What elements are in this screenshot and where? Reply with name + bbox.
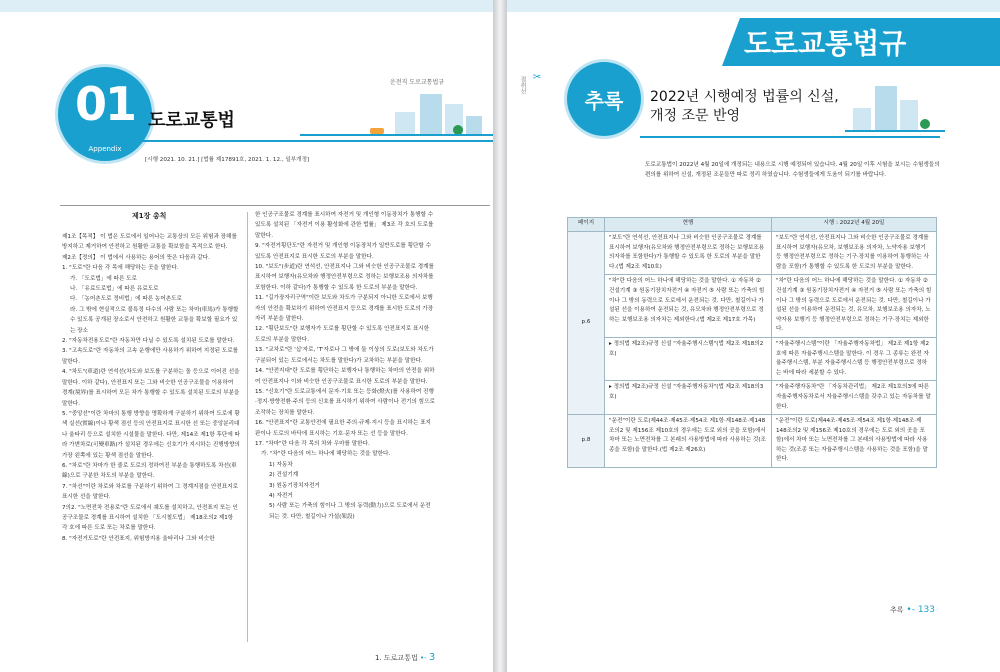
article: 10. "보도"(步道)란 연석선, 안전표지나 그와 비슷한 인공구조물로 경계를 표시하여 보행자(유모차와 행정안전부령으로 정하는 보행보조용 의자차를 포함한다. 이하 같다)가 통행할 수 있도록 한 도로의 부분을 말한다. <box>255 264 434 291</box>
article: 5) 사람 또는 가축의 힘이나 그 밖의 동력(動力)으로 도로에서 운전되는 것. 다만, 철길이나 가설(架設) <box>269 503 431 520</box>
page-cell: p.8 <box>568 415 605 468</box>
new-cell: "운전"이란 도로(제44조·제45조·제54조 제1항·제148조·제148조의2 및 제156조 제10호의 경우에는 도로 외의 곳을 포함)에서 차마 또는 노면전차를 그 본래의 사용방법에 따라 사용하는 것(조종 또는 자율주행시스템을 사용하는 것을 포함)을 말한다. <box>772 415 937 468</box>
article: 7. "차선"이란 차로와 차로를 구분하기 위하여 그 경계지점을 안전표지로 표시한 선을 말한다. <box>62 483 239 501</box>
column-divider <box>247 212 248 642</box>
new-cell: "자율주행자동차"란 「자동차관리법」 제2조 제1호의3에 따른 자율주행자동차로서 자율주행시스템을 갖추고 있는 자동차를 말한다. <box>772 381 937 415</box>
table-row <box>568 381 937 415</box>
article: 다. 「농어촌도로 정비법」에 따른 농어촌도로 <box>70 296 182 303</box>
supplement-badge: 추록 <box>567 62 641 136</box>
chapter-badge <box>55 64 155 164</box>
article: 제2조【정의】 이 법에서 사용하는 용어의 뜻은 다음과 같다. <box>62 254 210 261</box>
law-meta: [시행 2021. 10. 21.] [법률 제17891호, 2021. 1. 12., 일부개정] <box>145 157 310 163</box>
left-page <box>0 0 493 672</box>
article: 2) 건설기계 <box>269 472 299 479</box>
chapter-number: 01 <box>74 77 135 131</box>
col-header-new: 시행 : 2022년 4월 20일 <box>772 218 937 232</box>
article: 3. "고속도로"란 자동차의 고속 운행에만 사용하기 위하여 지정된 도로를 말한다. <box>62 348 239 365</box>
article: 1) 자동차 <box>269 461 293 468</box>
right-page-footer: 추록 •- 133 <box>890 605 935 615</box>
running-header: 운전직 도로교통법규 <box>390 79 445 86</box>
current-cell: "운전"이란 도로(제44조·제45조·제54조 제1항·제148조·제148조의2 및 제156조 제10호의 경우에는 도로 외의 곳을 포함)에서 차마 또는 노면전차를 그 본래의 사용방법에 따라 사용하는 것(조종을 포함)을 말한다.(법 제2조 제26호) <box>605 415 772 468</box>
skyline-illustration-right <box>845 80 945 136</box>
footer-title: 추록 <box>890 606 904 614</box>
article: 4. "차도"(車道)란 연석선(차도와 보도를 구분하는 돌 등으로 이어진 선을 말한다. 이하 같다), 안전표지 또는 그와 비슷한 인공구조물을 이용하여 경계(境界)를 표시하여 모든 차가 통행할 수 있도록 설치된 도로의 부분을 말한다. <box>62 369 240 407</box>
amendment-table <box>567 217 937 468</box>
page-cell: p.6 <box>568 232 605 415</box>
appendix-label: Appendix <box>88 145 122 153</box>
col-header-page: 페이지 <box>568 218 605 232</box>
footer-title: 1. 도로교통법 <box>375 654 418 662</box>
supplement-rule <box>640 136 940 138</box>
new-cell: "자율주행시스템"이란 「자율주행자동차법」 제2조 제1항 제2호에 따른 자율주행시스템을 말한다. 이 경우 그 종류는 완전 자율주행시스템, 부분 자율주행시스템 등 행정안전부령으로 정하는 바에 따라 세분할 수 있다. <box>772 337 937 380</box>
article: 4) 자전거 <box>269 492 293 499</box>
page-footer: 1. 도로교통법 •- 3 <box>375 652 436 663</box>
article: 17. "차마"란 다음 각 목의 차와 우마를 말한다. <box>255 440 370 447</box>
table-row <box>568 415 937 468</box>
right-top-band <box>507 0 1000 12</box>
article: 5. "중앙선"이란 차마의 통행 방향을 명확하게 구분하기 위하여 도로에 황색 실선(實線)이나 황색 점선 등의 안전표지로 표시한 선 또는 중앙분리대나 울타리 등으로 설치한 시설물을 말한다. 다만, 제14조 제1항 후단에 따라 가변차로(可變車路)가 설치된 경우에는 신호기가 지시하는 진행방향의 가장 왼쪽에 있는 황색 점선을 말한다. <box>62 410 240 459</box>
left-column-1 <box>62 232 240 544</box>
left-top-band <box>0 0 493 12</box>
article: 7의2. "노면전차 전용로"란 도로에서 궤도를 설치하고, 안전표지 또는 인공구조물로 경계를 표시하여 설치한 「도시철도법」 제18조의2 제1항 각 호에 따른 도로 또는 차로를 말한다. <box>62 504 238 532</box>
current-cell: ▸ 정의법 제2조)규정 신설 "자율주행시스템"(법 제2조 제18의2호) <box>605 337 772 380</box>
brand-banner <box>722 18 1000 66</box>
table-row <box>568 337 937 380</box>
supplement-title <box>650 88 839 126</box>
current-cell: ▸ 정의법 제2조)규정 신설 "자율주행자동차"(법 제2조 제18의3호) <box>605 381 772 415</box>
article: 1. "도로"란 다음 각 목에 해당하는 곳을 말한다. <box>62 265 179 272</box>
col-header-current: 현행 <box>605 218 772 232</box>
new-cell: "차"란 다음의 어느 하나에 해당하는 것을 말한다. ① 자동차 ② 건설기계 ③ 원동기장치자전거 ④ 자전거 ⑤ 사람 또는 가축의 힘이나 그 밖의 동력으로 도로에서 운전되는 것. 다만, 철길이나 가설된 선을 이용하여 운전되는 것, 유모차, 보행보조용 의자차, 노약자용 보행기 등 행정안전부령으로 정하는 기구·장치는 제외한다. <box>772 275 937 338</box>
page-title: 도로교통법 <box>148 110 235 131</box>
cut-line-label: 절취선 <box>519 76 526 94</box>
article: 2. "자동차전용도로"란 자동차만 다닐 수 있도록 설치된 도로를 말한다. <box>62 338 235 345</box>
current-cell: "보도"란 연석선, 안전표지나 그와 비슷한 인공구조물로 경계를 표시하여 보행자(유모차와 행정안전부령으로 정하는 보행보조용 의자차를 포함한다)가 통행할 수 있도록 한 도로의 부분을 말한다.(법 제2조 제10호) <box>605 232 772 275</box>
title-rule <box>140 140 493 142</box>
article: 14. "안전지대"란 도로를 횡단하는 보행자나 통행하는 차마의 안전을 위하여 안전표지나 이와 비슷한 인공구조물로 표시한 도로의 부분을 말한다. <box>255 368 435 385</box>
table-row <box>568 232 937 275</box>
article: 가. "차"란 다음의 어느 하나에 해당하는 것을 말한다. <box>261 451 391 458</box>
book-gutter <box>493 0 507 672</box>
article: 3) 원동기장치자전거 <box>269 482 320 489</box>
article: 11. "길가장자리구역"이란 보도와 차도가 구분되지 아니한 도로에서 보행자의 안전을 확보하기 위하여 안전표지 등으로 경계를 표시한 도로의 가장자리 부분을 말한다. <box>255 295 434 323</box>
title-line-1: 2022년 시행예정 법률의 신설, <box>650 89 839 105</box>
article: 나. 「유료도로법」에 따른 유료도로 <box>70 286 159 293</box>
article: 한 인공구조물로 경계를 표시하여 자전거 및 개인형 이동장치가 통행할 수 있도록 설치된 「자전거 이용 활성화에 관한 법률」 제3조 각 호의 도로를 말한다. <box>255 212 434 239</box>
article: 가. 「도로법」에 따른 도로 <box>70 275 137 282</box>
current-cell: "차"란 다음의 어느 하나에 해당하는 것을 말한다. ① 자동차 ② 건설기계 ③ 원동기장치자전거 ④ 자전거 ⑤ 사람 또는 가축의 힘이나 그 밖의 동력으로 도로에서 운전되는 것. 다만, 철길이나 가설된 선을 이용하여 운전되는 것, 유모차와 행정안전부령으로 정하는 보행보조용 의자차는 제외한다.(법 제2조 제17호 가목) <box>605 275 772 338</box>
article: 제1조【목적】 이 법은 도로에서 일어나는 교통상의 모든 위험과 장해를 방지하고 제거하여 안전하고 원활한 교통을 확보함을 목적으로 한다. <box>62 234 237 251</box>
scissors-icon: ✂ <box>533 72 542 83</box>
page-number: 3 <box>428 652 436 663</box>
supplement-intro: 도로교통법이 2022년 4월 20일에 개정되는 내용으로 시행 예정되어 있습니다. 4월 20일 이후 시험을 보시는 수험생들의 편의를 위하여 신설, 개정된 조문들만 따로 정리 하였습니다. 수험생들에게 도움이 되기를 바랍니다. <box>645 162 940 178</box>
brand-text: 도로교통법규 <box>744 27 907 60</box>
page-number: 133 <box>917 605 935 615</box>
divider <box>60 205 490 206</box>
skyline-illustration <box>300 86 493 142</box>
article: 9. "자전거횡단도"란 자전거 및 개인형 이동장치가 일반도로를 횡단할 수 있도록 안전표지로 표시한 도로의 부분을 말한다. <box>255 243 432 260</box>
title-line-2: 개정 조문 반영 <box>650 108 741 124</box>
article: 8. "자전거도로"란 안전표지, 위험방지용 울타리나 그와 비슷한 <box>62 535 215 542</box>
chapter-heading: 제1장 총칙 <box>132 212 167 220</box>
article: 6. "차로"란 차마가 한 줄로 도로의 정하여진 부분을 통행하도록 차선(車線)으로 구분한 차도의 부분을 말한다. <box>62 462 237 480</box>
left-column-2 <box>255 210 435 522</box>
new-cell: "보도"란 연석선, 안전표지나 그와 비슷한 인공구조물로 경계를 표시하여 보행자(유모차, 보행보조용 의자차, 노약자용 보행기 등 행정안전부령으로 정하는 기구·장치를 이용하여 통행하는 사람을 포함)가 통행할 수 있도록 한 도로의 부분을 말한다. <box>772 232 937 275</box>
article: 16. "안전표지"란 교통안전에 필요한 주의·규제·지시 등을 표시하는 표지판이나 도로의 바닥에 표시하는 기호·문자 또는 선 등을 말한다. <box>255 420 431 437</box>
article: 12. "횡단보도"란 보행자가 도로를 횡단할 수 있도록 안전표지로 표시한 도로의 부분을 말한다. <box>255 326 430 343</box>
article: 라. 그 밖에 현실적으로 불특정 다수의 사람 또는 차마(車馬)가 통행할 수 있도록 공개된 장소로서 안전하고 원활한 교통을 확보할 필요가 있는 장소 <box>70 306 239 334</box>
table-row <box>568 275 937 338</box>
article: 15. "신호기"란 도로교통에서 문자·기호 또는 등화(燈火)를 사용하여 진행·정지·방향전환·주의 등의 신호를 표시하기 위하여 사람이나 전기의 힘으로 조작하는 장치를 말한다. <box>255 388 435 416</box>
article: 13. "교차로"란 '십'자로, 'T'자로나 그 밖에 둘 이상의 도로(보도와 차도가 구분되어 있는 도로에서는 차도를 말한다)가 교차하는 부분을 말한다. <box>255 347 434 364</box>
